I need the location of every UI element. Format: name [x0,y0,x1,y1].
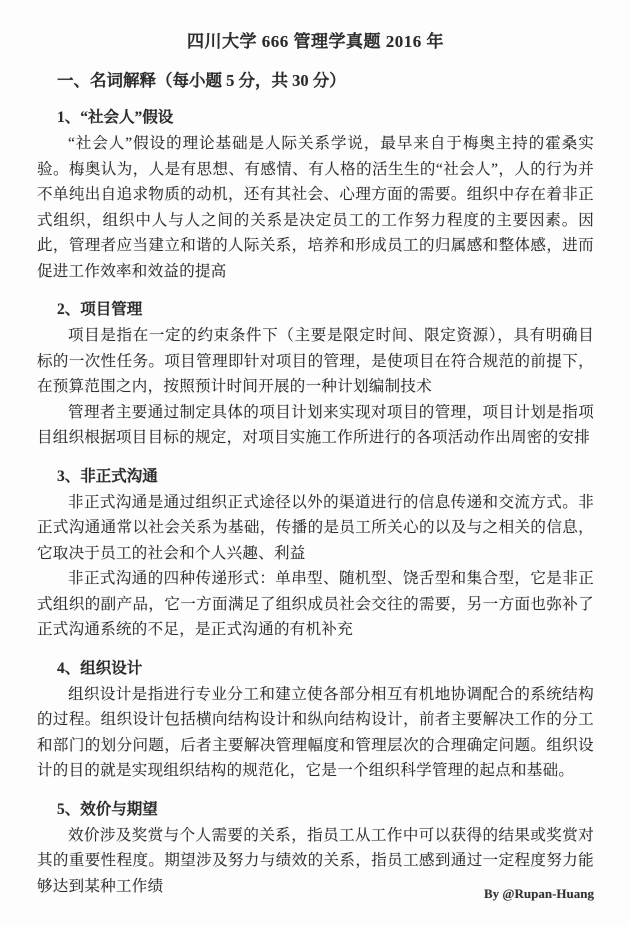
term-item-2 [37,297,594,451]
term-paragraph: 非正式沟通的四种传递形式：单串型、随机型、饶舌型和集合型，它是非正式组织的副产品，它一方面满足了组织成员社会交往的需要，另一方面也弥补了正式沟通系统的不足，是正式沟通的有机补充 [37,570,594,638]
term-paragraph: 管理者主要通过制定具体的项目计划来实现对项目的管理，项目计划是指项目组织根据项目目标的规定，对项目实施工作所进行的各项活动作出周密的安排 [37,403,594,446]
term-item-3 [37,464,594,643]
term-item-4 [37,656,594,784]
document-title: 四川大学 666 管理学真题 2016 年 [187,32,444,51]
term-paragraph: 项目是指在一定的约束条件下（主要是限定时间、限定资源），具有明确目标的一次性任务。项目管理即针对项目的管理，是使项目在符合规范的前提下，在预算范围之内，按照预计时间开展的一种计划编制技术 [37,327,594,395]
section-heading: 一、名词解释（每小题 5 分，共 30 分） [57,71,346,90]
term-paragraph: 非正式沟通是通过组织正式途径以外的渠道进行的信息传递和交流方式。非正式沟通通常以社会关系为基础，传播的是员工所关心的以及与之相关的信息，它取决于员工的社会和个人兴趣、利益 [37,493,594,562]
term-heading-2: 2、项目管理 [57,301,143,318]
term-item-5 [37,797,594,900]
term-paragraph: 效价涉及奖赏与个人需要的关系，指员工从工作中可以获得的结果或奖赏对其的重要性程度。期望涉及努力与绩效的关系，指员工感到通过一定程度努力能够达到某种工作绩 [37,826,594,895]
term-paragraph: 组织设计是指进行专业分工和建立使各部分相互有机地协调配合的系统结构的过程。组织设计包括横向结构设计和纵向结构设计，前者主要解决工作的分工和部门的划分问题，后者主要解决管理幅度和管理层次的合理确定问题。组织设计的目的就是实现组织结构的规范化，它是一个组织科学管理的起点和基础。 [37,685,594,779]
term-heading-1: 1、“社会人”假设 [57,109,174,126]
author-credit: By @Rupan-Huang [484,886,594,901]
term-paragraph: “社会人”假设的理论基础是人际关系学说，最早来自于梅奥主持的霍桑实验。梅奥认为，人是有思想、有感情、有人格的活生生的“社会人”，人的行为并不单纯出自追求物质的动机，还有其社会、心理方面的需要。组织中存在着非正式组织，组织中人与人之间的关系是决定员工的工作努力程度的主要因素。因此，管理者应当建立和谐的人际关系，培养和形成员工的归属感和整体感，进而促进工作效率和效益的提高 [37,135,594,280]
term-heading-4: 4、组织设计 [57,659,143,677]
term-item-1 [37,105,594,284]
term-heading-5: 5、效价与期望 [57,800,158,818]
term-heading-3: 3、非正式沟通 [57,467,158,485]
